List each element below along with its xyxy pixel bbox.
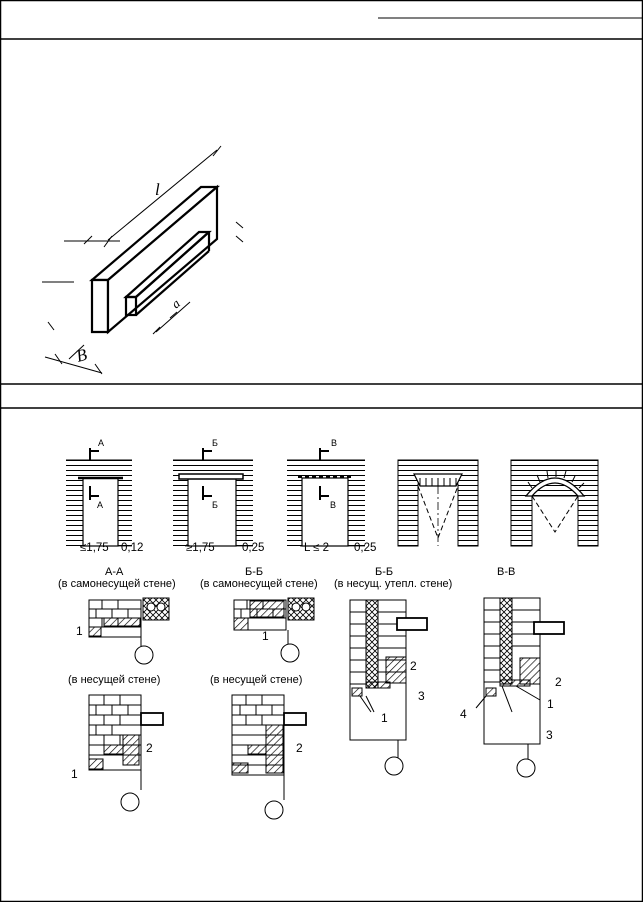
width-label: B <box>74 344 90 366</box>
callout-2-bb-ins: 2 <box>410 659 417 673</box>
elevation-a <box>66 448 132 546</box>
dim-a-bearing: 0,12 <box>121 542 144 554</box>
elevation-flat-arch <box>398 460 478 546</box>
callout-3-vv: 3 <box>546 728 553 742</box>
section-sub-bb: (в самонесущей стене) <box>200 578 318 590</box>
section-title-aa: А-А <box>105 566 124 578</box>
dim-v-opening: L ≤ 2 <box>304 542 330 554</box>
length-label: l <box>155 180 160 199</box>
elevation-segmental-arch <box>511 460 598 546</box>
callout-4-vv: 4 <box>460 707 467 721</box>
section-bb-insulated <box>350 600 427 775</box>
section-mark-b-bottom: Б <box>212 500 218 510</box>
callout-1-vv: 1 <box>547 697 554 711</box>
section-sub-bb2: (в несущ. утепл. стене) <box>334 578 453 590</box>
elevation-v <box>287 448 365 546</box>
section-title-bb: Б-Б <box>245 566 264 578</box>
section-bb-self-bearing <box>234 598 314 662</box>
callout-1-aa-load: 1 <box>71 767 78 781</box>
dim-b-bearing: 0,25 <box>242 542 265 554</box>
callout-1-bb-ins: 1 <box>381 711 388 725</box>
section-mark-v-bottom: В <box>330 500 337 510</box>
callout-2-vv: 2 <box>555 675 562 689</box>
elevation-b <box>173 448 253 546</box>
section-vv <box>476 598 564 777</box>
dim-v-bearing: 0,25 <box>354 542 377 554</box>
lintel-isometric <box>92 187 217 332</box>
section-sub-load-b: (в несущей стене) <box>210 674 303 686</box>
callout-3-bb-ins: 3 <box>418 689 425 703</box>
dim-b-opening: ≥1,75 <box>186 542 215 554</box>
callout-2-bb-load: 2 <box>296 741 303 755</box>
section-title-bb2: Б-Б <box>375 566 394 578</box>
section-mark-a-top: А <box>98 438 105 448</box>
callout-1-bb: 1 <box>262 629 269 643</box>
callout-1-aa: 1 <box>76 624 83 638</box>
section-sub-aa: (в самонесущей стене) <box>58 578 176 590</box>
section-mark-a-bottom: А <box>97 500 104 510</box>
dim-a-opening: ≤1,75 <box>80 542 109 554</box>
section-aa-self-bearing <box>89 598 169 664</box>
section-bb-load-bearing <box>232 695 306 819</box>
section-title-vv: В-В <box>497 566 516 578</box>
section-sub-load-a: (в несущей стене) <box>68 674 161 686</box>
section-mark-v-top: В <box>331 438 338 448</box>
height-label: a <box>168 295 183 312</box>
section-mark-b-top: Б <box>212 438 218 448</box>
callout-2-aa-load: 2 <box>146 741 153 755</box>
